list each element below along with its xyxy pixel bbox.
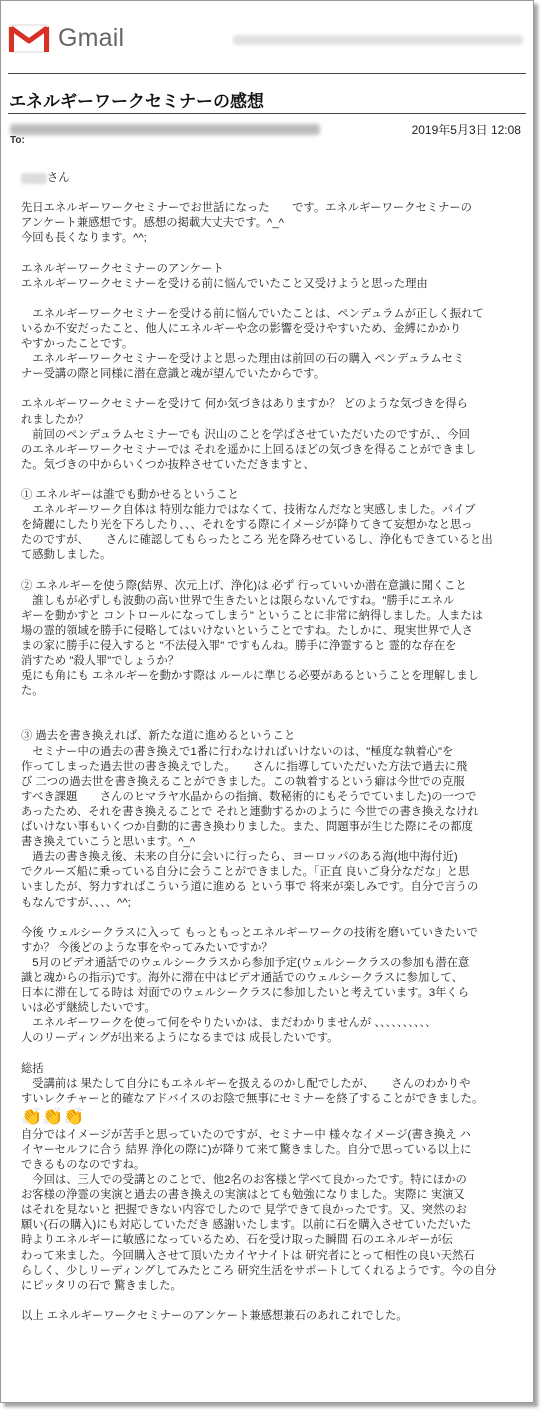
body-line: 作ってしまった過去世の書き換えでした。 さんに指導していただいた方法で過去に飛	[21, 760, 468, 773]
body-line: を綺麗にしたり光を下ろしたり、、、それをする際にイメージが降りてきて妄想かなと思っ	[21, 519, 473, 532]
body-line: ③ 過去を書き換えれば、新たな道に進めるということ	[21, 730, 296, 743]
body-line: ギーを動かすと コントロールになってしまう" ということに非常に納得しました。人または	[21, 609, 483, 622]
body-line: 自分ではイメージが苦手と思っていたのですが、セミナー中 様々なイメージ(書き換え ハ	[21, 1128, 471, 1141]
body-line: 5月のビデオ通話でのウェルシークラスから参加予定(ウェルシークラスの参加も潜在意	[21, 956, 470, 969]
blank-line	[21, 699, 516, 714]
body-line: お客様の浄霊の実演と過去の書き換えの実演はとても勉強になりました。実際に 実演又	[21, 1189, 465, 1202]
body-line: はそれを見ないと 把握できない内容でしたので 見学できて良かったです。又、突然のお	[21, 1204, 467, 1217]
body-line: いは必ず継続したいです。	[21, 1002, 156, 1015]
body-line: エネルギーワーク自体は 特別な能力ではなくて、技術なんだなと実感しました。パイブ	[21, 504, 476, 517]
body-line: て感動しました。	[21, 549, 112, 562]
body-line: エネルギーワークを使って何をやりたいかは、まだわかりませんが 、、、、、、、、、、	[21, 1017, 437, 1030]
blank-line	[21, 382, 516, 397]
gmail-header	[1, 1, 533, 73]
clapping-hands-emoji-icon: 👏👏👏	[21, 1106, 85, 1126]
body-line: 識と魂からの指示)です。海外に滞在中はビデオ通話でのウェルシークラスに参加して、	[21, 971, 463, 984]
body-line: すべき課題 さんのヒマラヤ水晶からの指摘、数秘術的にもそうでていました)の一つで	[21, 790, 477, 803]
blank-line	[21, 563, 516, 578]
to-label: To:	[10, 135, 25, 146]
blank-line	[21, 292, 516, 307]
body-line: ② エネルギーを使う際(結界、次元上げ、浄化)は 必ず 行っていいか潜在意識に聞くこと	[21, 579, 467, 592]
body-line: らしく、少しリーディングしてみたところ 研究生活をサポートしてくれるようです。今の自分	[21, 1264, 497, 1277]
body-line: 日本に滞在してる時は 対面でのウェルシークラスに参加したいと考えています。3年くら	[21, 987, 470, 1000]
body-line: ばいけない事もいくつか自動的に書き換わりました。また、問題事が生じた際にその都度	[21, 821, 473, 834]
body-line: 消すため "殺人罪"でしょうか？	[21, 655, 180, 667]
body-line: ナー受講の際と同様に潜在意識と魂が望んでいたからです。	[21, 368, 326, 381]
body-line: 過去の書き換え後、未来の自分に会いに行ったら、ヨーロッパのある海(地中海付近)	[21, 851, 458, 864]
body-line: エネルギーワークセミナーを受ける前に悩んでいたこと又受けようと思った理由	[21, 277, 428, 290]
subject-divider	[8, 113, 526, 114]
body-line: いましたが、努力すればこういう道に進める という事で 将来が楽しみです。自分で言うの	[21, 881, 479, 894]
body-line: 先日エネルギーワークセミナーでお世話になった です。エネルギーワークセミナーの	[21, 202, 472, 215]
body-line: のエネルギーワークセミナーでは それを遥かに上回るほどの気づきを得ることができまし	[21, 443, 477, 456]
body-line: たのですが、 さんに確認してもらったところ 光を降ろせているし、浄化もできていると出	[21, 534, 493, 547]
email-date: 2019年5月3日 12:08	[411, 123, 521, 137]
gmail-logo-icon	[8, 23, 50, 53]
body-line: エネルギーワークセミナーを受けよと思った理由は前回の石の購入 ペンデュラムセミ	[21, 353, 465, 366]
body-line: び 二つの過去世を書き換えることができました。この執着するという癖は今世での克服	[21, 775, 465, 788]
body-line: イヤーセルフに合う 結界 浄化の際に)が降りて来て驚きました。自分で思っている以上に	[21, 1143, 472, 1156]
body-line: アンケート兼感想です。感想の掲載大丈夫です。^_^	[21, 217, 284, 230]
blank-line	[21, 714, 516, 729]
body-line: 人のリーディングが出来るようになるまでは 成長したいです。	[21, 1032, 339, 1045]
body-line: セミナー中の過去の書き換えで1番に行わなければいけないのは、"極度な執着心"を	[21, 745, 454, 758]
blank-line	[21, 1294, 516, 1309]
blank-line	[21, 186, 516, 201]
gmail-brand-text: Gmail	[58, 24, 125, 52]
header-divider	[8, 73, 526, 74]
body-line: エネルギーワークセミナーを受ける前に悩んでいたことは、ペンデュラムが正しく振れて	[21, 307, 484, 320]
body-line: もなんですが、、、、^^;	[21, 896, 131, 909]
body-line: わって来ました。今回購入させて頂いたカイヤナイトは 研究者にとって相性の良い天然石	[21, 1249, 475, 1262]
blank-line	[21, 246, 516, 261]
body-line: 総括	[21, 1062, 44, 1075]
blank-line	[21, 911, 516, 926]
body-line: 時よりエネルギーに敏感になっているため、石を受け取った瞬間 石のエネルギーが伝	[21, 1234, 453, 1247]
body-line: 願い(石の購入)にも対応していただき 感謝いたします。以前に石を購入させていただいた	[21, 1219, 472, 1232]
greeting: さん	[21, 171, 516, 186]
blank-line	[21, 1046, 516, 1061]
account-email-redacted	[233, 35, 523, 45]
body-line: れましたか？	[21, 413, 89, 426]
email-body	[21, 171, 516, 1324]
body-line: エネルギーワークセミナーのアンケート	[21, 262, 224, 275]
body-line: 今回も長くなります。^^;	[21, 232, 147, 245]
body-line: 書き換えていこうと思います。^_^	[21, 836, 196, 849]
sender-redacted	[10, 124, 320, 135]
body-line: できるものなのですね。	[21, 1159, 146, 1171]
body-line: 受講前は 果たして自分にもエネルギーを扱えるのかし配でしたが、 さんのわかりや	[21, 1077, 471, 1090]
body-line: エネルギーワークセミナーを受けて 何か気づきはありますか？ どのような気づきを得ら	[21, 398, 468, 411]
body-line: いるか不安だったこと、他人にエネルギーや念の影響を受けやすいため、金縛にかかり	[21, 322, 462, 335]
body-line: 前回のペンデュラムセミナーでも 沢山のことを学ばさせていただいたのですが、、今回	[21, 428, 470, 441]
body-line: 今回は、三人での受講とのことで、他2名のお客様と学べて良かったです。特にほかの	[21, 1174, 467, 1187]
body-line: 今後 ウェルシークラスに入って もっともっとエネルギーワークの技術を磨いていきたいで	[21, 926, 479, 939]
body-line: あったため、それを書き換えることで それと連動するかのように 今世での書き換えなけれ	[21, 805, 479, 818]
body-line: やすかったことです。	[21, 338, 134, 351]
body-line: 以上 エネルギーワークセミナーのアンケート兼感想兼石のあれこれでした。	[21, 1309, 408, 1322]
body-line: すいレクチャーと的確なアドバイスのお陰で無事にセミナーを終了することができました。	[21, 1092, 484, 1105]
body-line: にピッタリの石で 驚きました。	[21, 1279, 182, 1292]
body-line: まの家に勝手に侵入すると "不法侵入罪" ですもんね。勝手に浄霊すると 霊的な存在を	[21, 639, 457, 652]
body-line: ① エネルギーは誰でも動かせるということ	[21, 488, 239, 501]
recipient-redacted	[21, 173, 47, 184]
body-line: 誰しもが必ずしも波動の高い世界で生きたいとは限らないんですね。"勝手にエネル	[21, 594, 455, 607]
body-line: た。	[21, 685, 44, 698]
body-line: た。気づきの中からいくつか抜粋させていただきますと、	[21, 458, 315, 471]
blank-line	[21, 473, 516, 488]
body-line: 兎にも角にも エネルギーを動かす際は ルールに準じる必要があるということを理解しまし	[21, 670, 479, 683]
email-subject: エネルギーワークセミナーの感想	[9, 92, 264, 111]
body-line: すか？ 今後どのような事をやってみたいですか？	[21, 941, 273, 954]
body-line: でクルーズ船に乗っている自分に会うことができました。「正直 良いご身分なだな」と思	[21, 866, 470, 879]
body-line: 場の霊的領域を勝手に侵略してはいけないということですね。たしかに、現実世界で人さ	[21, 624, 473, 637]
